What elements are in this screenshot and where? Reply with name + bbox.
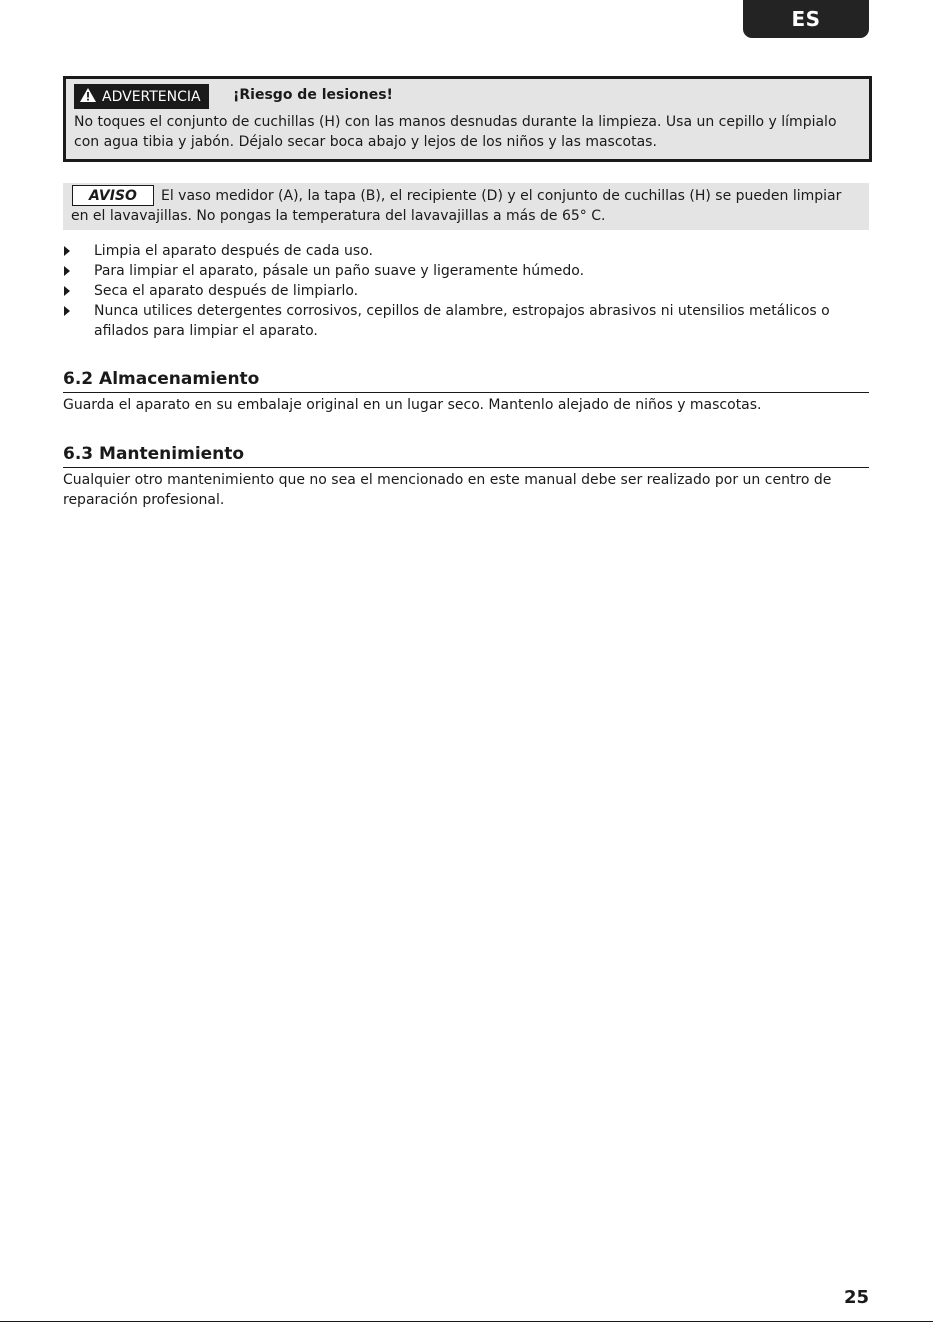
bullet-icon bbox=[64, 266, 70, 276]
list-item bbox=[63, 301, 869, 341]
page-number: 25 bbox=[843, 1287, 869, 1308]
warning-label bbox=[74, 84, 209, 109]
section-maintenance bbox=[63, 442, 869, 510]
notice-box bbox=[63, 183, 869, 230]
section-storage bbox=[63, 367, 869, 415]
list-item-text: Limpia el aparato después de cada uso. bbox=[94, 243, 373, 259]
bottom-rule bbox=[0, 1321, 933, 1322]
section-heading: 6.2 Almacenamiento bbox=[63, 367, 869, 393]
list-item bbox=[63, 281, 869, 301]
warning-text: No toques el conjunto de cuchillas (H) con las manos desnudas durante la limpieza. Usa un cepillo y límpialo con agua tibia y jabón. Déjalo secar boca abajo y lejos de los niños y las mascotas. bbox=[74, 114, 837, 150]
language-tab: ES bbox=[743, 0, 869, 38]
warning-title: ¡Riesgo de lesiones! bbox=[233, 87, 393, 103]
warning-box bbox=[63, 76, 872, 162]
section-heading: 6.3 Mantenimiento bbox=[63, 442, 869, 468]
warning-triangle-icon bbox=[80, 88, 96, 106]
list-item-text: Para limpiar el aparato, pásale un paño suave y ligeramente húmedo. bbox=[94, 263, 585, 279]
list-item-text: Nunca utilices detergentes corrosivos, cepillos de alambre, estropajos abrasivos ni utensilios metálicos o afilados para limpiar el aparato. bbox=[94, 303, 830, 339]
section-text: Guarda el aparato en su embalaje original en un lugar seco. Mantenlo alejado de niños y mascotas. bbox=[63, 397, 762, 413]
notice-label: AVISO bbox=[72, 185, 154, 206]
bullet-icon bbox=[64, 286, 70, 296]
bullet-icon bbox=[64, 306, 70, 316]
list-item bbox=[63, 261, 869, 281]
cleaning-instructions-list bbox=[63, 241, 869, 341]
warning-label-text: ADVERTENCIA bbox=[102, 88, 201, 105]
list-item bbox=[63, 241, 869, 261]
bullet-icon bbox=[64, 246, 70, 256]
notice-text: El vaso medidor (A), la tapa (B), el recipiente (D) y el conjunto de cuchillas (H) se pueden limpiar en el lavavajillas. No pongas la temperatura del lavavajillas a más de 65° C. bbox=[71, 188, 842, 224]
section-text: Cualquier otro mantenimiento que no sea el mencionado en este manual debe ser realizado por un centro de reparación profesional. bbox=[63, 472, 832, 508]
list-item-text: Seca el aparato después de limpiarlo. bbox=[94, 283, 359, 299]
